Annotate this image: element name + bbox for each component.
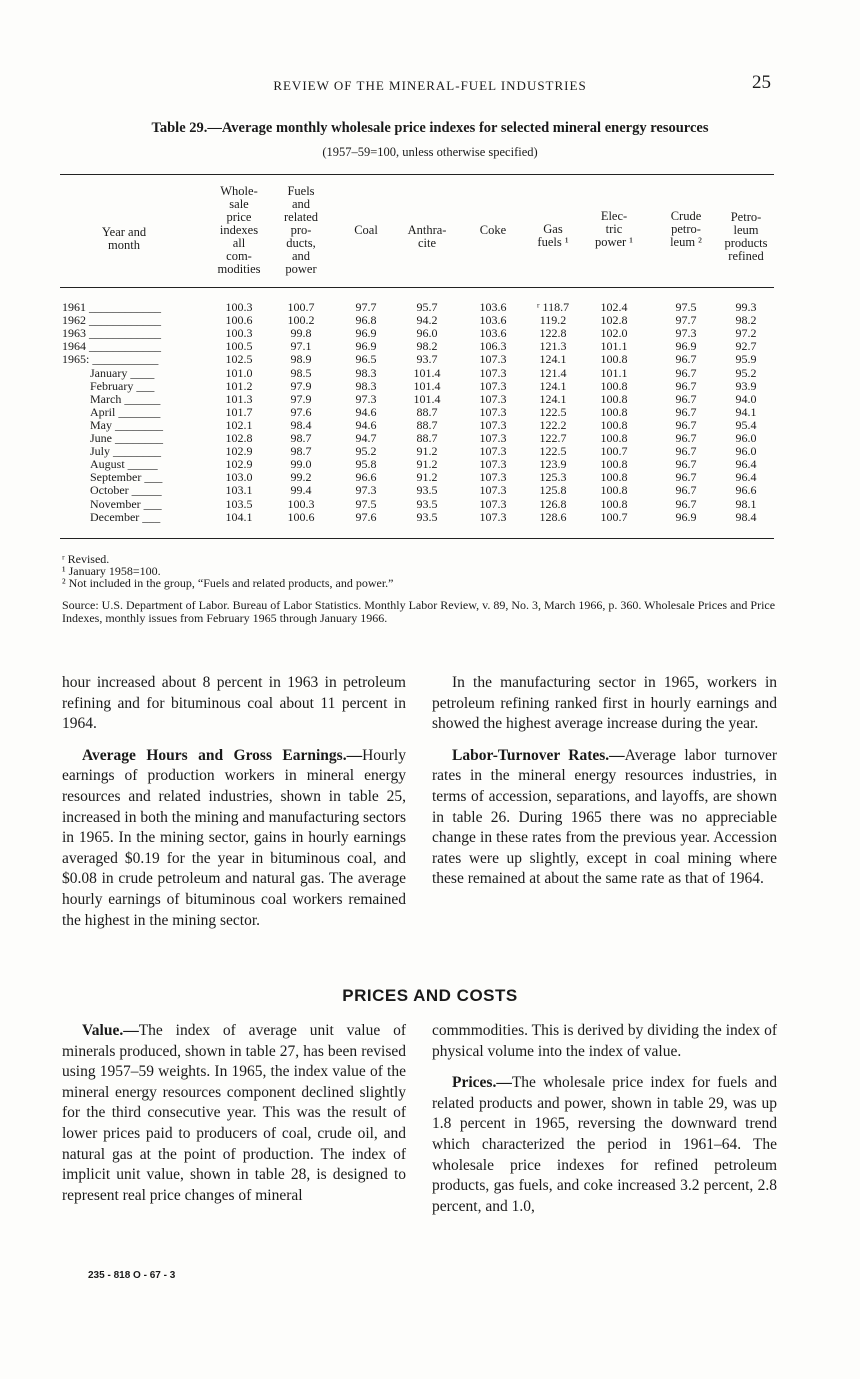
table-cell: 96.6	[735, 483, 757, 498]
table-cell: 125.8	[539, 483, 567, 498]
table-cell: 101.1	[600, 339, 628, 354]
column-header: Whole- sale price indexes all com- modities	[217, 184, 261, 276]
table-cell: 96.0	[735, 444, 757, 459]
run-in-heading: Average Hours and Gross Earnings.—	[82, 746, 363, 764]
table-cell: 122.7	[539, 431, 567, 445]
table-cell: 100.8	[600, 496, 628, 511]
run-in-heading: Prices.—	[452, 1074, 512, 1092]
table-cell: 93.5	[416, 496, 438, 511]
table-row	[0, 340, 860, 353]
table-cell: 97.3	[355, 483, 377, 498]
table-cell: 96.7	[675, 444, 697, 459]
table-row	[0, 445, 860, 458]
body-left-column-lower	[62, 1021, 406, 1217]
table-cell: 102.0	[600, 326, 628, 341]
table-cell: 98.3	[355, 378, 377, 393]
table-cell: 101.0	[225, 365, 253, 380]
table-cell: 107.3	[479, 404, 507, 419]
footnote-2: ² Not included in the group, “Fuels and related products, and power.”	[62, 576, 394, 590]
table-cell: 96.9	[355, 339, 377, 354]
row-label: 1965: ___________	[62, 352, 159, 367]
table-cell: 107.3	[479, 378, 507, 393]
table-cell: 122.5	[539, 444, 567, 459]
table-cell: 96.6	[355, 470, 377, 485]
table-cell: 98.4	[735, 509, 757, 524]
table-cell: 97.7	[355, 300, 377, 314]
table-cell: 88.7	[416, 417, 438, 432]
paragraph: commmodities. This is derived by dividing the index of physical volume into the index of value.	[432, 1022, 777, 1060]
table-cell: 106.3	[479, 339, 507, 354]
table-cell: 100.8	[600, 470, 628, 485]
table-cell: 99.2	[290, 470, 312, 485]
table-cell: 96.4	[735, 457, 757, 472]
page-number: 25	[752, 72, 771, 93]
table-cell: 100.8	[600, 431, 628, 445]
table-cell: 100.8	[600, 457, 628, 472]
table-cell: 107.3	[479, 431, 507, 445]
table-cell: 96.7	[675, 404, 697, 419]
section-heading: PRICES AND COSTS	[342, 986, 518, 1005]
table-bottom-rule	[60, 538, 774, 539]
table-cell: 100.2	[287, 313, 315, 328]
table-cell: 107.3	[479, 417, 507, 432]
table-cell: 124.1	[539, 378, 567, 393]
printer-code: 235 - 818 O - 67 - 3	[88, 1270, 176, 1281]
table-cell: 96.7	[675, 417, 697, 432]
table-cell: 100.8	[600, 483, 628, 498]
table-cell: 94.1	[735, 404, 757, 419]
table-cell: 103.6	[479, 313, 507, 328]
table-row	[0, 327, 860, 340]
column-header: Year and month	[101, 225, 147, 252]
table-cell: 96.0	[416, 326, 438, 341]
table-cell: 100.8	[600, 417, 628, 432]
table-cell: 100.8	[600, 378, 628, 393]
table-title: Table 29.—Average monthly wholesale price indexes for selected mineral energy resources	[151, 120, 709, 136]
table-cell: 122.8	[539, 326, 567, 341]
table-cell: 97.7	[675, 313, 697, 328]
table-cell: 94.0	[735, 391, 757, 406]
table-cell: 97.9	[290, 378, 312, 393]
table-cell: 107.3	[479, 444, 507, 459]
table-cell: 107.3	[479, 496, 507, 511]
table-cell: 124.1	[539, 352, 567, 367]
table-cell: 107.3	[479, 457, 507, 472]
table-cell: 100.6	[225, 313, 253, 328]
table-cell: 102.8	[225, 431, 253, 445]
table-cell: 103.5	[225, 496, 253, 511]
table-cell: 100.5	[225, 339, 253, 354]
table-cell: 123.9	[539, 457, 567, 472]
table-cell: 124.1	[539, 391, 567, 406]
table-cell: 97.5	[675, 300, 697, 314]
run-in-heading: Labor-Turnover Rates.—	[452, 746, 625, 764]
table-cell: 126.8	[539, 496, 567, 511]
table-cell: 107.3	[479, 391, 507, 406]
table-cell: 96.7	[675, 431, 697, 445]
table-cell: 128.6	[539, 509, 567, 524]
table-cell: 98.2	[735, 313, 757, 328]
table-cell: 100.7	[600, 509, 628, 524]
table-cell: 99.0	[290, 457, 312, 472]
table-cell: 103.1	[225, 483, 253, 498]
table-subtitle: (1957–59=100, unless otherwise specified)	[322, 145, 538, 159]
table-cell: 95.7	[416, 300, 438, 314]
table-cell: 95.4	[735, 417, 757, 432]
table-cell: 103.6	[479, 300, 507, 314]
table-cell: 101.7	[225, 404, 253, 419]
table-cell: 96.9	[355, 326, 377, 341]
table-cell: 122.2	[539, 417, 567, 432]
table-cell: 104.1	[225, 509, 253, 524]
table-cell: 98.9	[290, 352, 312, 367]
footnote-1: ¹ January 1958=100.	[62, 564, 161, 578]
table-cell: 98.4	[290, 417, 312, 432]
running-head: REVIEW OF THE MINERAL-FUEL INDUSTRIES	[273, 78, 587, 93]
footnote-revised: ʳ Revised.	[62, 552, 110, 566]
row-label: 1964 ____________	[62, 339, 161, 354]
table-cell: 101.4	[413, 365, 441, 380]
table-cell: 98.5	[290, 365, 312, 380]
table-cell: 100.3	[225, 300, 253, 314]
table-cell: 98.3	[355, 365, 377, 380]
table-cell: 97.6	[290, 404, 312, 419]
table-cell: 100.7	[287, 300, 315, 314]
column-header: Coal	[354, 223, 378, 237]
table-cell: ʳ 118.7	[536, 300, 570, 314]
table-cell: 93.9	[735, 378, 757, 393]
row-label: August _____	[90, 457, 158, 472]
paragraph-text: Average labor turnover rates in the mineral energy resources industries, in terms of accession, separations, and layoffs, are shown in table 26. During 1965 there was no appreciable change in these rates from the previous year. Accession rates were up slightly, except in coal mining where these remained at about the same rate as that of 1964.	[432, 746, 777, 888]
table-cell: 100.3	[225, 326, 253, 341]
table-cell: 96.0	[735, 431, 757, 445]
paragraph-labor-turnover	[432, 746, 777, 890]
table-cell: 99.8	[290, 326, 312, 341]
table-cell: 125.3	[539, 470, 567, 485]
table-cell: 96.9	[675, 509, 697, 524]
row-label: October _____	[90, 483, 162, 498]
row-label: July ________	[90, 444, 162, 459]
table-cell: 98.1	[735, 496, 757, 511]
body-right-column-upper	[432, 673, 777, 901]
table-row	[0, 419, 860, 432]
paragraph: hour increased about 8 percent in 1963 in petroleum refining and for bituminous coal about 11 percent in 1964.	[62, 674, 406, 733]
table-cell: 95.2	[735, 365, 757, 380]
table-cell: 96.7	[675, 391, 697, 406]
table-cell: 96.8	[355, 313, 377, 328]
table-cell: 99.3	[735, 300, 757, 314]
table-cell: 122.5	[539, 404, 567, 419]
row-label: May ________	[90, 417, 163, 432]
table-cell: 102.9	[225, 444, 253, 459]
paragraph-text: The wholesale price index for fuels and related products and power, shown in table 29, was up 1.8 percent in 1965, reversing the downward trend which characterized the period in 1961–64. The wholesale price indexes for refined petroleum products, gas fuels, and coke increased 3.2 percent, 2.8 percent, and 1.0,	[432, 1074, 777, 1215]
row-label: June ________	[90, 431, 163, 445]
row-label: February ___	[90, 378, 155, 393]
table-cell: 103.0	[225, 470, 253, 485]
table-row	[0, 301, 860, 314]
table-cell: 97.3	[675, 326, 697, 341]
paragraph-value	[62, 1021, 406, 1206]
table-row	[0, 511, 860, 524]
table-cell: 97.1	[290, 339, 312, 354]
table-row	[0, 314, 860, 327]
table-cell: 96.7	[675, 457, 697, 472]
table-cell: 101.1	[600, 365, 628, 380]
table-cell: 102.1	[225, 417, 253, 432]
table-cell: 95.9	[735, 352, 757, 367]
table-cell: 101.2	[225, 378, 253, 393]
column-header: Petro- leum products refined	[724, 210, 768, 263]
table-cell: 119.2	[539, 313, 567, 328]
column-header: Elec- tric power ¹	[594, 209, 634, 249]
table-cell: 100.7	[600, 444, 628, 459]
row-label: November ___	[90, 496, 162, 511]
table-header-rule	[60, 287, 774, 288]
table-cell: 100.8	[600, 404, 628, 419]
paragraph-text: The index of average unit value of minerals produced, shown in table 27, has been revised using 1957–59 weights. In 1965, the index value of the mineral energy resources component declined slightly for the third consecutive year. This was the result of lower prices paid to producers of coal, crude oil, and natural gas at the point of production. The index of implicit unit value, shown in table 28, is designed to represent real price changes of mineral	[62, 1022, 406, 1204]
table-cell: 97.3	[355, 391, 377, 406]
table-cell: 91.2	[416, 444, 438, 459]
table-row	[0, 406, 860, 419]
table-cell: 93.5	[416, 509, 438, 524]
column-header: Crude petro- leum ²	[670, 209, 702, 249]
table-cell: 102.8	[600, 313, 628, 328]
column-header: Fuels and related pro- ducts, and power	[283, 184, 318, 276]
paragraph-hours-earnings	[62, 746, 406, 931]
table-cell: 100.8	[600, 352, 628, 367]
table-cell: 92.7	[735, 339, 757, 354]
row-label: April _______	[90, 404, 161, 419]
table-cell: 95.8	[355, 457, 377, 472]
table-cell: 101.3	[225, 391, 253, 406]
table-cell: 96.9	[675, 339, 697, 354]
table-row	[0, 458, 860, 471]
row-label: January ____	[90, 365, 155, 380]
table-cell: 121.3	[539, 339, 567, 354]
paragraph-text: Hourly earnings of production workers in mineral energy resources and related industries, shown in table 25, increased in both the mining and manufacturing sectors in 1965. In the mining sector, gains in hourly earnings averaged $0.19 for the year in bituminous coal, and $0.08 in crude petroleum and natural gas. The average hourly earnings of bituminous coal workers remained the highest in the mining sector.	[62, 746, 406, 929]
table-cell: 101.4	[413, 391, 441, 406]
table-cell: 102.4	[600, 300, 628, 314]
table-cell: 88.7	[416, 404, 438, 419]
table-cell: 99.4	[290, 483, 312, 498]
column-header: Coke	[479, 223, 507, 237]
table-cell: 88.7	[416, 431, 438, 445]
table-cell: 98.2	[416, 339, 438, 354]
table-row	[0, 432, 860, 445]
table-row	[0, 367, 860, 380]
column-header: Anthra- cite	[407, 223, 447, 250]
table-cell: 107.3	[479, 509, 507, 524]
table-cell: 97.9	[290, 391, 312, 406]
row-label: 1962 ____________	[62, 313, 161, 328]
run-in-heading: Value.—	[82, 1022, 139, 1039]
table-cell: 107.3	[479, 483, 507, 498]
table-row	[0, 393, 860, 406]
row-label: March ______	[90, 391, 161, 406]
table-cell: 100.6	[287, 509, 315, 524]
table-cell: 97.5	[355, 496, 377, 511]
table-cell: 101.4	[413, 378, 441, 393]
table-cell: 97.2	[735, 326, 757, 341]
table-cell: 96.7	[675, 470, 697, 485]
table-cell: 94.7	[355, 431, 377, 445]
table-cell: 91.2	[416, 457, 438, 472]
table-cell: 103.6	[479, 326, 507, 341]
table-cell: 100.3	[287, 496, 315, 511]
paragraph: In the manufacturing sector in 1965, workers in petroleum refining ranked first in hourly earnings and showed the highest average increase during the year.	[432, 674, 777, 733]
table-cell: 94.6	[355, 404, 377, 419]
table-cell: 107.3	[479, 352, 507, 367]
table-cell: 91.2	[416, 470, 438, 485]
table-cell: 96.7	[675, 496, 697, 511]
table-cell: 96.4	[735, 470, 757, 485]
table-cell: 95.2	[355, 444, 377, 459]
table-cell: 107.3	[479, 470, 507, 485]
table-cell: 97.6	[355, 509, 377, 524]
paragraph-prices	[432, 1073, 777, 1217]
table-cell: 107.3	[479, 365, 507, 380]
column-header: Gas fuels ¹	[537, 222, 569, 249]
table-top-rule	[60, 174, 774, 175]
table-cell: 102.9	[225, 457, 253, 472]
table-cell: 96.7	[675, 352, 697, 367]
table-row	[0, 484, 860, 497]
table-cell: 102.5	[225, 352, 253, 367]
table-row	[0, 380, 860, 393]
table-cell: 96.7	[675, 378, 697, 393]
table-row	[0, 353, 860, 366]
table-cell: 96.7	[675, 483, 697, 498]
table-cell: 98.7	[290, 444, 312, 459]
table-cell: 98.7	[290, 431, 312, 445]
table-row	[0, 471, 860, 484]
table-cell: 94.6	[355, 417, 377, 432]
row-label: 1963 ____________	[62, 326, 161, 341]
body-left-column-upper	[62, 673, 406, 942]
table-cell: 96.5	[355, 352, 377, 367]
row-label: 1961 ____________	[62, 300, 161, 314]
table-cell: 121.4	[539, 365, 567, 380]
table-row	[0, 498, 860, 511]
table-cell: 100.8	[600, 391, 628, 406]
body-right-column-lower	[432, 1021, 777, 1228]
row-label: September ___	[90, 470, 163, 485]
row-label: December ___	[90, 509, 161, 524]
table-source: Source: U.S. Department of Labor. Bureau of Labor Statistics. Monthly Labor Review, v. 89, No. 3, March 1966, p. 360. Wholesale Prices and Price Indexes, monthly issues from February 1965 through January 1966.	[62, 598, 776, 625]
table-cell: 93.5	[416, 483, 438, 498]
table-cell: 94.2	[416, 313, 438, 328]
table-cell: 93.7	[416, 352, 438, 367]
table-cell: 96.7	[675, 365, 697, 380]
